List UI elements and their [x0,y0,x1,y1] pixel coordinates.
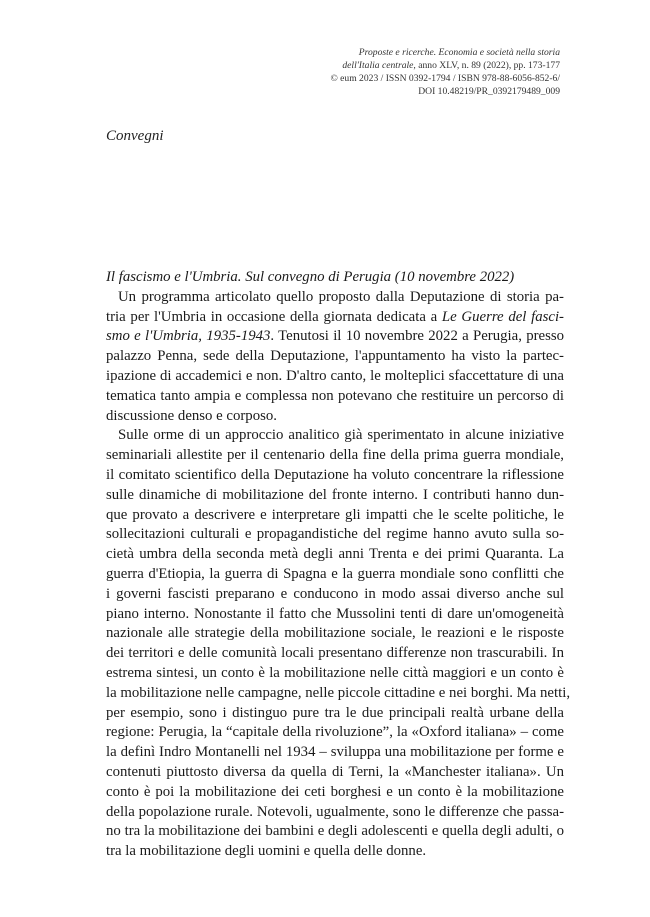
journal-title-cont: dell'Italia centrale [342,60,414,71]
text-line: la mobilitazione nelle campagne, nelle piccole cittadine e nei borghi. Ma netti, [106,684,571,701]
article-title: Il fascismo e l'Umbria. Sul convegno di Perugia (10 novembre 2022) [106,269,515,285]
text-line: sulle dinamiche di mobilitazione del fronte interno. I contributi hanno dun- [106,486,564,503]
text-line: la definì Indro Montanelli nel 1934 – sviluppa una mobilitazione per forme e [106,744,564,761]
text-line: Sulle orme di un approccio analitico già sperimentato in alcune iniziative [118,427,564,444]
journal-issue: , anno XLV, n. 89 (2022), pp. 173-177 [413,60,560,71]
text-line: regione: Perugia, la “capitale della rivoluzione”, la «Oxford italiana» – come [106,724,564,741]
text-line: seminariali allestite per il centenario della fine della prima guerra mondiale, [106,447,564,464]
paragraph-2 [106,426,571,862]
text-line: no tra la mobilitazione dei bambini e degli adolescenti e quella degli adulti, o [106,823,564,840]
journal-isbn-line: © eum 2023 / ISSN 0392-1794 / ISBN 978-88-6056-852-6/ [330,73,560,84]
text-line: smo e l'Umbria, 1935-1943. Tenutosi il 10 novembre 2022 a Perugia, presso [106,328,564,345]
article-body [106,268,571,862]
text-line: per esempio, sono i distinguo pure tra le due principali realtà urbane della [106,704,564,721]
text-line: dei territori e delle comunità locali presentano differenze non trascurabili. In [106,645,564,662]
text-line: palazzo Penna, sede della Deputazione, l'appuntamento ha visto la partec- [106,348,564,365]
journal-citation [330,46,560,98]
text-line: Un programma articolato quello proposto dalla Deputazione di storia pa- [118,288,564,305]
text-line: il comitato scientifico della Deputazione ha voluto concentrare la riflessione [106,466,564,483]
section-label: Convegni [106,128,164,144]
text-line: ipazione di accademici e non. D'altro canto, le molteplici sfaccettature di una [106,367,564,384]
journal-doi-line: DOI 10.48219/PR_0392179489_009 [418,86,560,97]
text-line: della popolazione rurale. Notevoli, ugualmente, sono le differenze che passa- [106,803,564,820]
text-line: tematica tanto ampia e complessa non potevano che restituire un percorso di [106,387,564,404]
text-line: que provato a descrivere e interpretare gli impatti che le scelte politiche, le [106,506,564,523]
text-line: conto è poi la mobilitazione dei ceti borghesi e un conto è la mobilitazione [106,783,564,800]
text-line: guerra d'Etiopia, la guerra di Spagna e la guerra mondiale sono conflitti che [106,565,564,582]
text-line: nazionale alle strategie della mobilitazione sociale, le reazioni e le risposte [106,625,564,642]
text-line: sollecitazioni culturali e propagandistiche del regime hanno avuto sulla so- [106,526,564,543]
journal-title-line: Proposte e ricerche. Economia e società nella storia [358,47,560,58]
text-line: i governi fascisti preparano e conducono in modo assai diverso anche sul [106,585,564,602]
text-line: piano interno. Nonostante il fatto che Mussolini tenti di dare un'omogeneità [106,605,564,622]
text-line: tria per l'Umbria in occasione della giornata dedicata a Le Guerre del fasci- [106,308,564,325]
text-line: contenuti piuttosto diversa da quella di Terni, la «Manchester italiana». Un [106,763,564,780]
text-line: estrema sintesi, un conto è la mobilitazione nelle città maggiori e un conto è [106,664,564,681]
text-line: discussione denso e corposo. [106,407,277,424]
text-line: tra la mobilitazione degli uomini e quella delle donne. [106,843,427,860]
paragraph-1 [106,288,564,427]
journal-issue-line [330,59,560,72]
text-line: cietà umbra della seconda metà degli anni Trenta e dei primi Quaranta. La [106,546,564,563]
